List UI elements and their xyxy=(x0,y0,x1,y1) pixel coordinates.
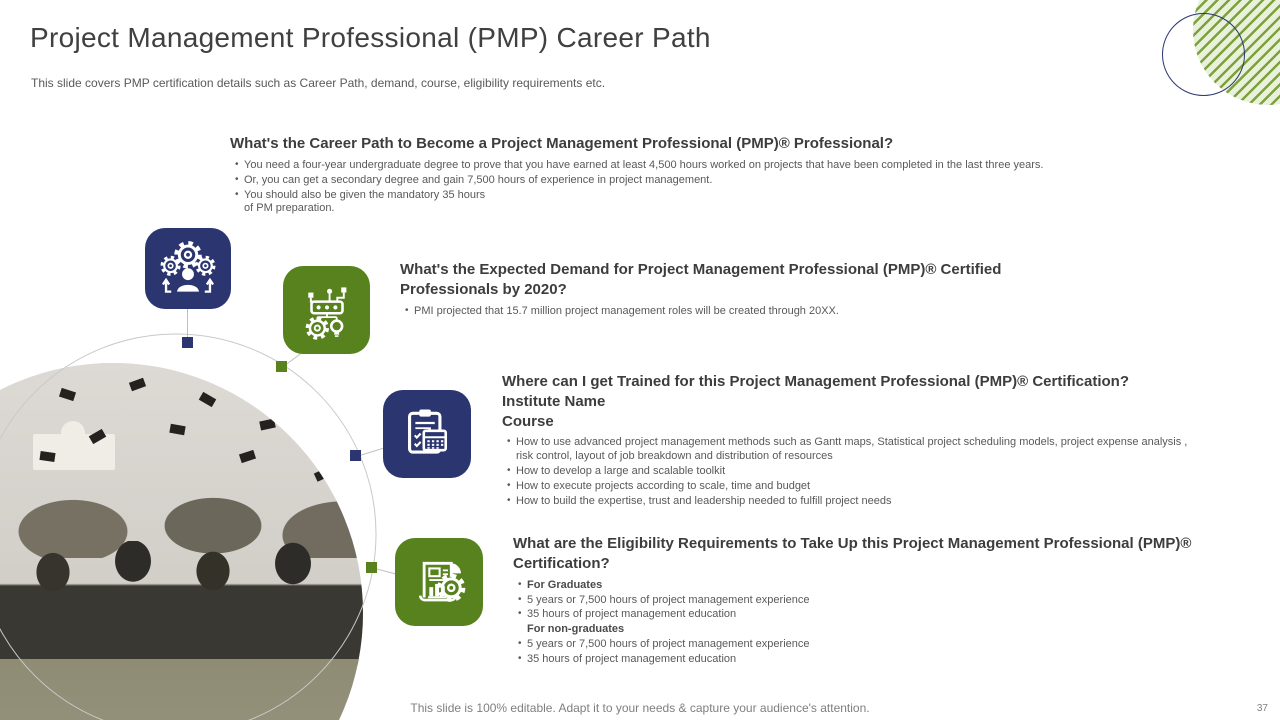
bullet-list xyxy=(513,579,1218,667)
bullet-item: • 5 years or 7,500 hours of project management experience xyxy=(518,638,810,651)
bullet-item: • How to develop a large and scalable toolkit xyxy=(507,464,726,477)
path-node-navy xyxy=(182,337,193,348)
section-heading: Where can I get Trained for this Project Management Professional (PMP)® Certification? xyxy=(502,373,1129,390)
page-title: Project Management Professional (PMP) Career Path xyxy=(30,22,711,53)
bullet-item: • You need a four-year undergraduate degree to prove that you have earned at least 4,500 hours worked on projects that have been completed in the last three years. xyxy=(235,158,1044,171)
outline-circle-decoration-icon xyxy=(1162,13,1245,96)
section-heading: What are the Eligibility Requirements to Take Up this Project Management Professional (PMP)® Certification? xyxy=(513,535,1192,572)
bullet-item: • How to use advanced project management methods such as Gantt maps, Statistical project scheduling models, project expense analysis , risk control, layout of job breakdown and distribution of resources xyxy=(507,436,1188,462)
section-training xyxy=(502,372,1202,509)
bullet-item: • 5 years or 7,500 hours of project management experience xyxy=(518,593,810,606)
section-expected-demand xyxy=(400,260,1085,320)
bullet-item: • For Graduates xyxy=(518,578,603,591)
clipboard-calendar-icon xyxy=(383,390,471,478)
section-career-path xyxy=(230,134,1075,217)
bullet-list xyxy=(400,305,1085,318)
bullet-item: • 35 hours of project management education xyxy=(518,608,737,621)
bullet-item: • You should also be given the mandatory 35 hours of PM preparation. xyxy=(235,188,486,215)
graduation-cap-icon xyxy=(39,451,55,462)
graduation-photo xyxy=(0,363,363,720)
section-eligibility xyxy=(513,534,1218,668)
bullet-item: • How to execute projects according to scale, time and budget xyxy=(507,479,811,492)
bullet-item: For non-graduates xyxy=(527,623,625,636)
automation-robot-icon xyxy=(283,266,370,354)
bullet-item: • 35 hours of project management education xyxy=(518,653,737,666)
page-number: 37 xyxy=(1256,703,1268,714)
photo-graduates xyxy=(0,541,363,666)
bullet-item: • PMI projected that 15.7 million project management roles will be created through 20XX. xyxy=(405,304,839,317)
bullet-item: • How to build the expertise, trust and leadership needed to fulfill project needs xyxy=(507,494,892,507)
report-gear-icon xyxy=(395,538,483,626)
editable-note: This slide is 100% editable. Adapt it to your needs & capture your audience's attention. xyxy=(410,701,870,715)
section-subheading: Institute Name xyxy=(502,392,606,410)
bullet-list xyxy=(230,159,1075,216)
path-node-green xyxy=(366,562,377,573)
section-subheading: Course xyxy=(502,412,554,430)
section-heading: What's the Career Path to Become a Project Management Professional (PMP)® Professional? xyxy=(230,135,894,152)
slide-subtitle: This slide covers PMP certification details such as Career Path, demand, course, eligibility requirements etc. xyxy=(31,76,606,90)
section-heading: What's the Expected Demand for Project Management Professional (PMP)® Certified Professionals by 2020? xyxy=(400,261,1002,298)
bullet-item: • Or, you can get a secondary degree and gain 7,500 hours of experience in project management. xyxy=(235,173,713,186)
team-management-gears-icon xyxy=(145,228,231,309)
bullet-list xyxy=(502,436,1202,508)
